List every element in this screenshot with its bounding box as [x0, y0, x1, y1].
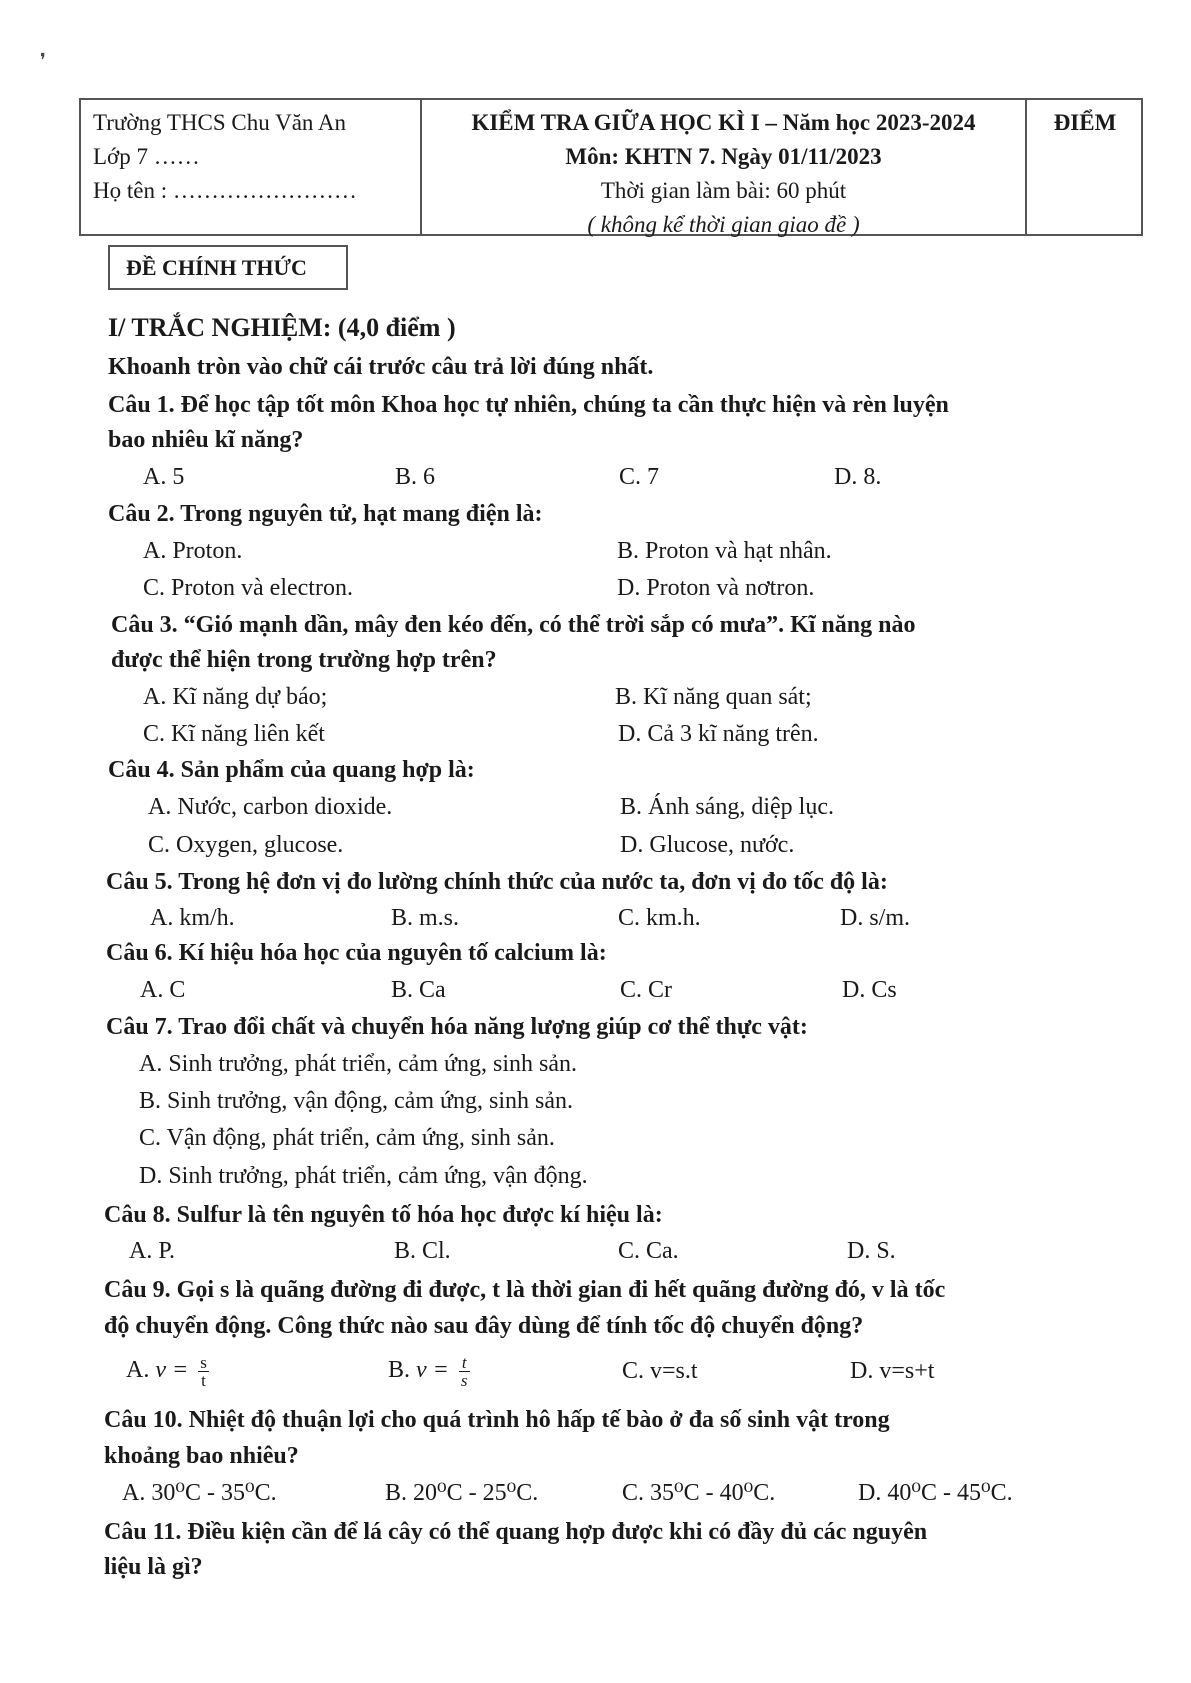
school-name: Trường THCS Chu Văn An [93, 110, 346, 135]
instruction: Khoanh tròn vào chữ cái trước câu trả lời đúng nhất. [108, 354, 654, 380]
question-1-line-2: bao nhiêu kĩ năng? [108, 427, 304, 453]
class-line: Lớp 7 …… [93, 144, 200, 169]
q5-option-d[interactable]: D. s/m. [840, 905, 911, 931]
q9-option-b[interactable] [388, 1354, 470, 1389]
section-title: I/ TRẮC NGHIỆM: (4,0 điểm ) [108, 313, 456, 342]
exam-info-cell [422, 100, 1027, 237]
question-4-line-1: Câu 4. Sản phẩm của quang hợp là: [108, 757, 475, 783]
question-3-line-1: Câu 3. “Gió mạnh dần, mây đen kéo đến, có thể trời sắp có mưa”. Kĩ năng nào [111, 612, 916, 638]
q3-option-c[interactable]: C. Kĩ năng liên kết [143, 721, 325, 747]
question-5-line-1: Câu 5. Trong hệ đơn vị đo lường chính thức của nước ta, đơn vị đo tốc độ là: [106, 869, 888, 895]
q8-option-d[interactable]: D. S. [847, 1238, 896, 1264]
q4-option-b[interactable]: B. Ánh sáng, diệp lục. [620, 794, 834, 820]
q4-option-d[interactable]: D. Glucose, nước. [620, 832, 795, 858]
q2-option-d[interactable]: D. Proton và nơtron. [617, 575, 815, 601]
q1-option-b[interactable]: B. 6 [395, 464, 436, 490]
q3-option-d[interactable]: D. Cả 3 kĩ năng trên. [618, 721, 819, 747]
q10-option-a[interactable]: A. 30⁰C - 35⁰C. [122, 1480, 277, 1506]
name-line: Họ tên : …………………… [93, 178, 357, 203]
q9-option-d[interactable]: D. v=s+t [850, 1358, 935, 1384]
q5-option-c[interactable]: C. km.h. [618, 905, 701, 931]
q9-formula-b-lhs: v = [416, 1357, 449, 1384]
time-line: Thời gian làm bài: 60 phút [600, 178, 847, 203]
q9-formula-b-den: s [460, 1371, 468, 1390]
official-label: ĐỀ CHÍNH THỨC [108, 245, 348, 290]
q4-option-c[interactable]: C. Oxygen, glucose. [148, 832, 344, 858]
exam-title: KIỂM TRA GIỮA HỌC KÌ I – Năm học 2023-2024 [471, 110, 976, 135]
q10-option-d[interactable]: D. 40⁰C - 45⁰C. [858, 1480, 1013, 1506]
question-11-line-1: Câu 11. Điều kiện cần để lá cây có thể quang hợp được khi có đầy đủ các nguyên [104, 1519, 928, 1545]
time-note: ( không kể thời gian giao đề ) [587, 212, 860, 237]
q3-option-b[interactable]: B. Kĩ năng quan sát; [615, 684, 812, 710]
q7-option-a[interactable]: A. Sinh trưởng, phát triển, cảm ứng, sinh sản. [139, 1051, 577, 1077]
header-table [79, 98, 1143, 236]
q6-option-d[interactable]: D. Cs [842, 977, 897, 1003]
question-3-line-2: được thể hiện trong trường hợp trên? [111, 647, 497, 673]
q1-option-a[interactable]: A. 5 [143, 464, 185, 490]
q9-formula-a-num: s [200, 1353, 207, 1372]
q9-option-a[interactable] [126, 1354, 209, 1389]
score-cell [1027, 100, 1141, 234]
q5-option-a[interactable]: A. km/h. [150, 905, 235, 931]
q6-option-c[interactable]: C. Cr [620, 977, 673, 1003]
q10-option-b[interactable]: B. 20⁰C - 25⁰C. [385, 1480, 539, 1506]
subject-line: Môn: KHTN 7. Ngày 01/11/2023 [565, 144, 882, 169]
student-info-cell [81, 100, 422, 234]
q2-option-c[interactable]: C. Proton và electron. [143, 575, 353, 601]
q3-option-a[interactable]: A. Kĩ năng dự báo; [143, 684, 328, 710]
q4-option-a[interactable]: A. Nước, carbon dioxide. [148, 794, 393, 820]
q7-option-b[interactable]: B. Sinh trưởng, vận động, cảm ứng, sinh sản. [139, 1088, 574, 1114]
question-8-line-1: Câu 8. Sulfur là tên nguyên tố hóa học được kí hiệu là: [104, 1202, 663, 1228]
q9-formula-b-fraction [459, 1354, 470, 1389]
question-10-line-1: Câu 10. Nhiệt độ thuận lợi cho quá trình hô hấp tế bào ở đa số sinh vật trong [104, 1407, 890, 1433]
question-9-line-2: độ chuyển động. Công thức nào sau đây dùng để tính tốc độ chuyển động? [104, 1313, 864, 1339]
q1-option-d[interactable]: D. 8. [834, 464, 882, 490]
question-7-line-1: Câu 7. Trao đổi chất và chuyển hóa năng lượng giúp cơ thể thực vật: [106, 1014, 808, 1040]
q8-option-a[interactable]: A. P. [129, 1238, 176, 1264]
q9-formula-a-den: t [201, 1371, 206, 1390]
question-2-line-1: Câu 2. Trong nguyên tử, hạt mang điện là: [108, 501, 543, 527]
q8-option-b[interactable]: B. Cl. [394, 1238, 451, 1264]
q9-formula-b-num: t [459, 1354, 470, 1372]
q7-option-d[interactable]: D. Sinh trưởng, phát triển, cảm ứng, vận động. [139, 1163, 588, 1189]
question-11-line-2: liệu là gì? [104, 1554, 203, 1580]
score-label: ĐIỂM [1053, 110, 1117, 135]
q8-option-c[interactable]: C. Ca. [618, 1238, 679, 1264]
question-9-line-1: Câu 9. Gọi s là quãng đường đi được, t là thời gian đi hết quãng đường đó, v là tốc [104, 1277, 946, 1303]
q6-option-a[interactable]: A. C [140, 977, 186, 1003]
q10-option-c[interactable]: C. 35⁰C - 40⁰C. [622, 1480, 776, 1506]
scan-mark: ❜ [40, 50, 46, 70]
q7-option-c[interactable]: C. Vận động, phát triển, cảm ứng, sinh sản. [139, 1125, 555, 1151]
q6-option-b[interactable]: B. Ca [391, 977, 446, 1003]
q1-option-c[interactable]: C. 7 [619, 464, 660, 490]
question-10-line-2: khoảng bao nhiêu? [104, 1443, 299, 1469]
q9-formula-a-fraction [198, 1354, 209, 1389]
q9-formula-a-lhs: v = [155, 1357, 189, 1384]
question-6-line-1: Câu 6. Kí hiệu hóa học của nguyên tố calcium là: [106, 940, 607, 966]
q9-option-b-letter: B. [388, 1357, 411, 1384]
q9-option-a-letter: A. [126, 1357, 150, 1384]
question-1-line-1: Câu 1. Để học tập tốt môn Khoa học tự nhiên, chúng ta cần thực hiện và rèn luyện [108, 392, 949, 418]
q9-option-c[interactable]: C. v=s.t [622, 1358, 698, 1384]
q2-option-a[interactable]: A. Proton. [143, 538, 243, 564]
q2-option-b[interactable]: B. Proton và hạt nhân. [617, 538, 832, 564]
q5-option-b[interactable]: B. m.s. [391, 905, 460, 931]
